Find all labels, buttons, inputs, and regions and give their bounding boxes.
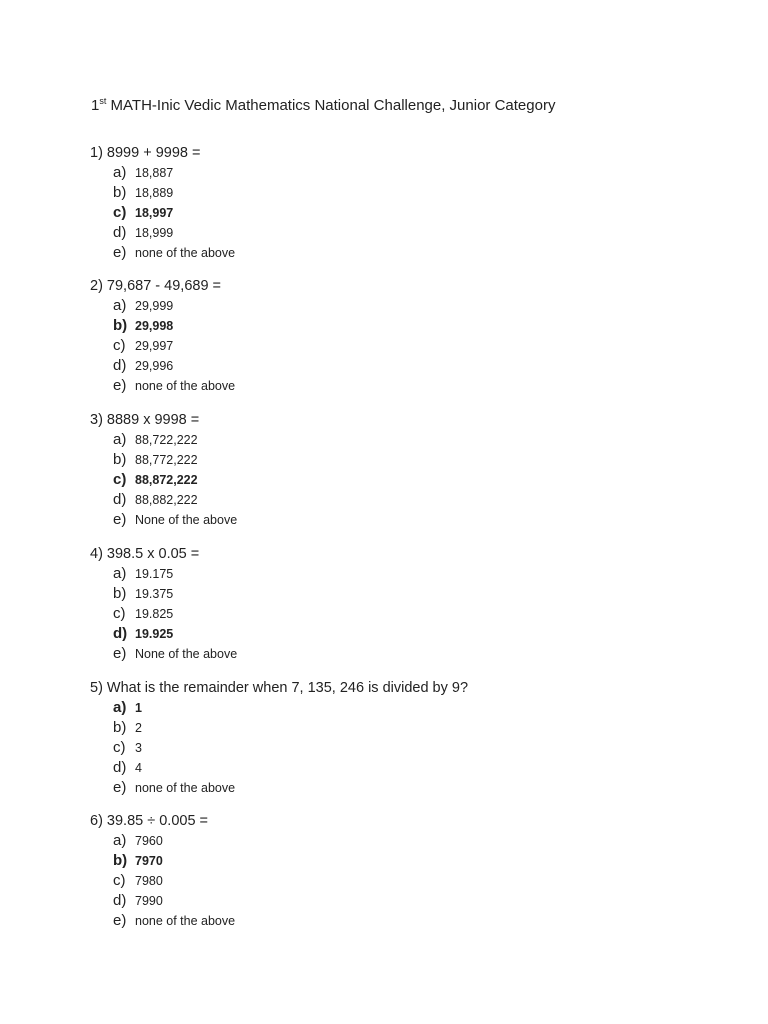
- option-text: 7980: [135, 874, 163, 888]
- option-letter: b): [113, 184, 127, 201]
- option-text: 18,997: [135, 206, 174, 220]
- answer-option-a-correct: [113, 698, 730, 718]
- option-letter: c): [113, 204, 127, 221]
- answer-option-b-correct: [113, 316, 730, 336]
- answer-options: [90, 564, 730, 664]
- option-letter: e): [113, 645, 127, 662]
- answer-options: [90, 698, 730, 798]
- option-letter: d): [113, 759, 127, 776]
- option-letter: d): [113, 625, 128, 642]
- answer-option-e: [113, 376, 730, 396]
- option-letter: d): [113, 892, 127, 909]
- question-text: 5) What is the remainder when 7, 135, 246 is divided by 9?: [90, 680, 469, 696]
- answer-option-d: [113, 356, 730, 376]
- answer-option-a: [113, 564, 730, 584]
- answer-option-c: [113, 336, 730, 356]
- answer-option-b: [113, 718, 730, 738]
- question-4: [90, 544, 730, 664]
- question-3: [90, 410, 730, 530]
- option-text: 29,998: [135, 319, 174, 333]
- option-letter: c): [113, 739, 126, 756]
- question-6: [90, 811, 730, 931]
- answer-option-d-correct: [113, 624, 730, 644]
- option-text: 88,882,222: [135, 493, 198, 507]
- option-letter: a): [113, 699, 127, 716]
- option-text: none of the above: [135, 246, 236, 260]
- option-letter: d): [113, 357, 127, 374]
- option-text: 19.925: [135, 627, 174, 641]
- document-title: [91, 96, 555, 116]
- option-letter: a): [113, 164, 127, 181]
- answer-option-d: [113, 891, 730, 911]
- option-text: 7990: [135, 894, 163, 908]
- option-text: 7960: [135, 834, 163, 848]
- answer-option-e: [113, 778, 730, 798]
- answer-option-d: [113, 758, 730, 778]
- answer-option-c: [113, 604, 730, 624]
- option-text: 29,996: [135, 359, 174, 373]
- option-letter: a): [113, 297, 127, 314]
- option-text: 88,722,222: [135, 433, 198, 447]
- answer-option-b: [113, 450, 730, 470]
- title-text: MATH-Inic Vedic Mathematics National Challenge, Junior Category: [106, 97, 556, 114]
- option-letter: b): [113, 719, 127, 736]
- question-5: [90, 678, 730, 798]
- option-letter: e): [113, 377, 127, 394]
- option-text: 7970: [135, 854, 163, 868]
- option-letter: d): [113, 224, 127, 241]
- option-text: None of the above: [135, 647, 238, 661]
- option-text: none of the above: [135, 379, 236, 393]
- option-text: 19.175: [135, 567, 174, 581]
- answer-option-e: [113, 644, 730, 664]
- option-text: 18,887: [135, 166, 174, 180]
- option-text: none of the above: [135, 914, 236, 928]
- answer-option-e: [113, 911, 730, 931]
- option-text: 88,872,222: [135, 473, 198, 487]
- option-letter: b): [113, 585, 127, 602]
- answer-options: [90, 430, 730, 530]
- option-letter: e): [113, 244, 127, 261]
- option-text: 29,999: [135, 299, 174, 313]
- question-text: 1) 8999 + 9998 =: [90, 145, 201, 161]
- answer-option-c-correct: [113, 470, 730, 490]
- answer-option-b-correct: [113, 851, 730, 871]
- question-text: 2) 79,687 - 49,689 =: [90, 278, 222, 294]
- answer-option-d: [113, 490, 730, 510]
- answer-option-e: [113, 510, 730, 530]
- option-letter: a): [113, 431, 127, 448]
- option-letter: c): [113, 605, 126, 622]
- answer-option-a: [113, 296, 730, 316]
- answer-option-a: [113, 831, 730, 851]
- option-letter: c): [113, 872, 126, 889]
- answer-option-d: [113, 223, 730, 243]
- option-letter: c): [113, 337, 126, 354]
- option-text: 88,772,222: [135, 453, 198, 467]
- option-text: 4: [135, 761, 142, 775]
- question-text: 3) 8889 x 9998 =: [90, 412, 200, 428]
- option-text: 18,999: [135, 226, 174, 240]
- option-letter: e): [113, 511, 127, 528]
- option-text: None of the above: [135, 513, 238, 527]
- option-letter: b): [113, 451, 127, 468]
- question-text: 6) 39.85 ÷ 0.005 =: [90, 813, 209, 829]
- answer-option-c-correct: [113, 203, 730, 223]
- question-text: 4) 398.5 x 0.05 =: [90, 546, 200, 562]
- answer-options: [90, 296, 730, 396]
- answer-option-a: [113, 430, 730, 450]
- answer-option-e: [113, 243, 730, 263]
- option-letter: a): [113, 565, 127, 582]
- question-1: [90, 143, 730, 263]
- option-text: 3: [135, 741, 142, 755]
- option-text: 18,889: [135, 186, 174, 200]
- answer-options: [90, 831, 730, 931]
- title-ordinal-suffix: st: [99, 96, 107, 106]
- answer-options: [90, 163, 730, 263]
- question-2: [90, 276, 730, 396]
- option-text: 19.825: [135, 607, 174, 621]
- answer-option-c: [113, 871, 730, 891]
- option-letter: b): [113, 317, 128, 334]
- answer-option-a: [113, 163, 730, 183]
- option-letter: e): [113, 912, 127, 929]
- option-text: 29,997: [135, 339, 174, 353]
- option-text: 2: [135, 721, 142, 735]
- answer-option-b: [113, 183, 730, 203]
- title-ordinal: 1: [91, 97, 100, 114]
- option-letter: a): [113, 832, 127, 849]
- option-letter: e): [113, 779, 127, 796]
- answer-option-b: [113, 584, 730, 604]
- option-letter: b): [113, 852, 128, 869]
- option-text: 19.375: [135, 587, 174, 601]
- option-text: 1: [135, 701, 142, 715]
- option-text: none of the above: [135, 781, 236, 795]
- option-letter: d): [113, 491, 127, 508]
- option-letter: c): [113, 471, 127, 488]
- answer-option-c: [113, 738, 730, 758]
